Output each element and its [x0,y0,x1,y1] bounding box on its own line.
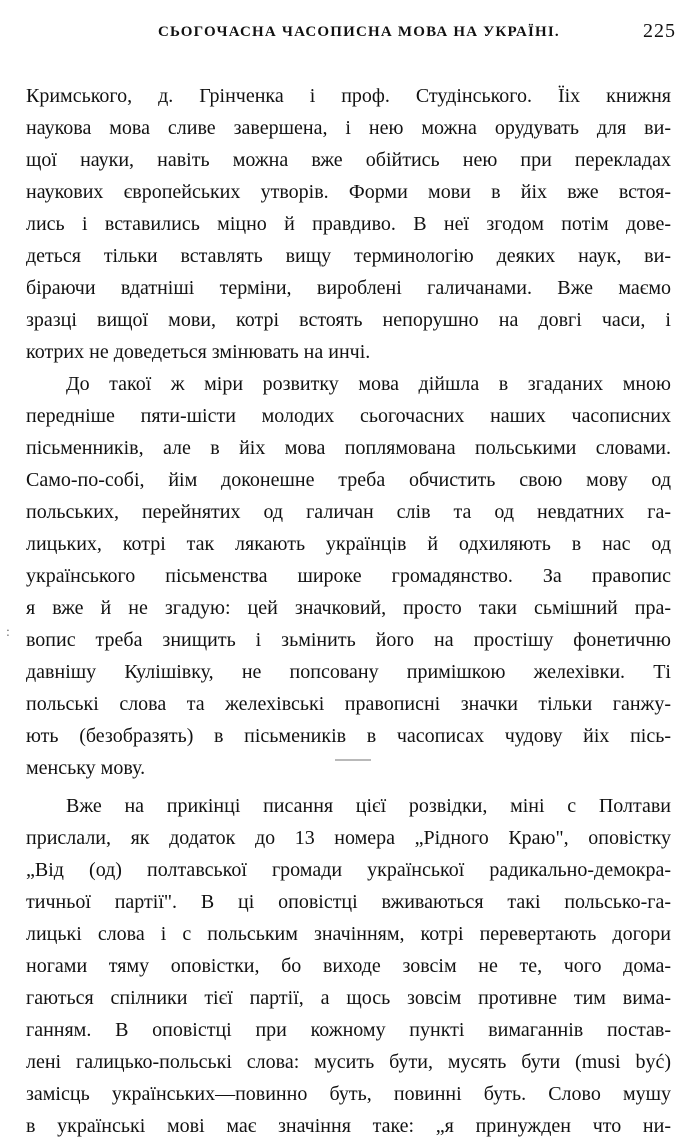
page-number: 225 [643,20,676,42]
running-header [22,20,676,50]
text-line: наукова мова сливе завершена, і нею можна орудувать для ви- [26,117,671,139]
text-line: гаються спілники тієї партії, а щось зовсім противне тим вима- [26,987,671,1009]
text-line: лені галицько-польські слова: мусить бути, мусять бути (musi być) [26,1051,671,1073]
text-line: наукових європейських утворів. Форми мови в йіх вже встоя- [26,181,671,203]
text-line: Само-по-собі, йім доконешне треба обчистить свою мову од [26,469,671,491]
text-line: передніше пяти-шісти молодих сьогочасних наших часописних [26,405,671,427]
section-separator [335,759,371,761]
text-line: щої науки, навіть можна вже обійтись нею при перекладах [26,149,671,171]
text-line: Вже на прикінці писання цієї розвідки, міні с Полтави [66,795,671,817]
text-line: біраючи вдатніші терміни, вироблені галичанами. Вже маємо [26,277,671,299]
text-line: ганням. В оповістці при кожному пункті вимаганнів постав- [26,1019,671,1041]
text-line: Кримського, д. Грінченка і проф. Студінського. Їіх книжня [26,85,671,107]
text-line: польські слова та желехівські правописні значки тільки ганжу- [26,693,671,715]
margin-mark: : [6,625,10,640]
text-line: деться тільки вставлять вищу терминологію деяких наук, ви- [26,245,671,267]
text-line: До такої ж міри розвитку мова дійшла в згаданих мною [66,373,671,395]
text-line: ногами тяму оповістки, бо виходе зовсім не те, чого дома- [26,955,671,977]
paragraph-block-1 [26,80,671,784]
text-line: ють (безобразять) в пісьмеників в часописах чудову йіх пісь- [26,725,671,747]
text-line: українського пісьменства широке громадянство. За правопис [26,565,671,587]
text-line: давнішу Кулішівку, не попсовану примішкою желехівки. Ті [26,661,671,683]
text-line: в українські мові має значіння таке: „я принужден что ни- [26,1115,671,1137]
text-line: тичньої партії". В ці оповістці вживаються такі польсько-га- [26,891,671,913]
text-line: прислали, як додаток до 13 номера „Рідного Краю", оповістку [26,827,671,849]
text-line: вопис треба знищить і зьмінить його на простішу фонетичню [26,629,671,651]
text-line: польських, перейнятих од галичан слів та од невдатних га- [26,501,671,523]
text-line: „Від (од) полтавської громади української радикально-демокра- [26,859,671,881]
text-line: замісць українських—повинно буть, повинні буть. Слово мушу [26,1083,671,1105]
text-line: лицьких, котрі так лякають українців й одхиляють в нас од [26,533,671,555]
text-line: котрих не доведеться змінювать на инчі. [26,341,371,363]
text-line: лицькі слова і с польським значінням, котрі перевертають догори [26,923,671,945]
text-line: менську мову. [26,757,146,779]
running-title: СЬОГОЧАСНА ЧАСОПИСНА МОВА НА УКРАЇНІ. [158,24,560,40]
text-line: піcьменників, але в йіх мова поплямована польськими словами. [26,437,671,459]
paragraph-block-2 [26,790,671,1142]
text-line: я вже й не згадую: цей значковий, просто таки сьмішний пра- [26,597,671,619]
text-line: зразці вищої мови, котрі встоять непорушно на довгі часи, і [26,309,671,331]
text-line: лись і вставились міцно й правдиво. В неї згодом потім дове- [26,213,671,235]
